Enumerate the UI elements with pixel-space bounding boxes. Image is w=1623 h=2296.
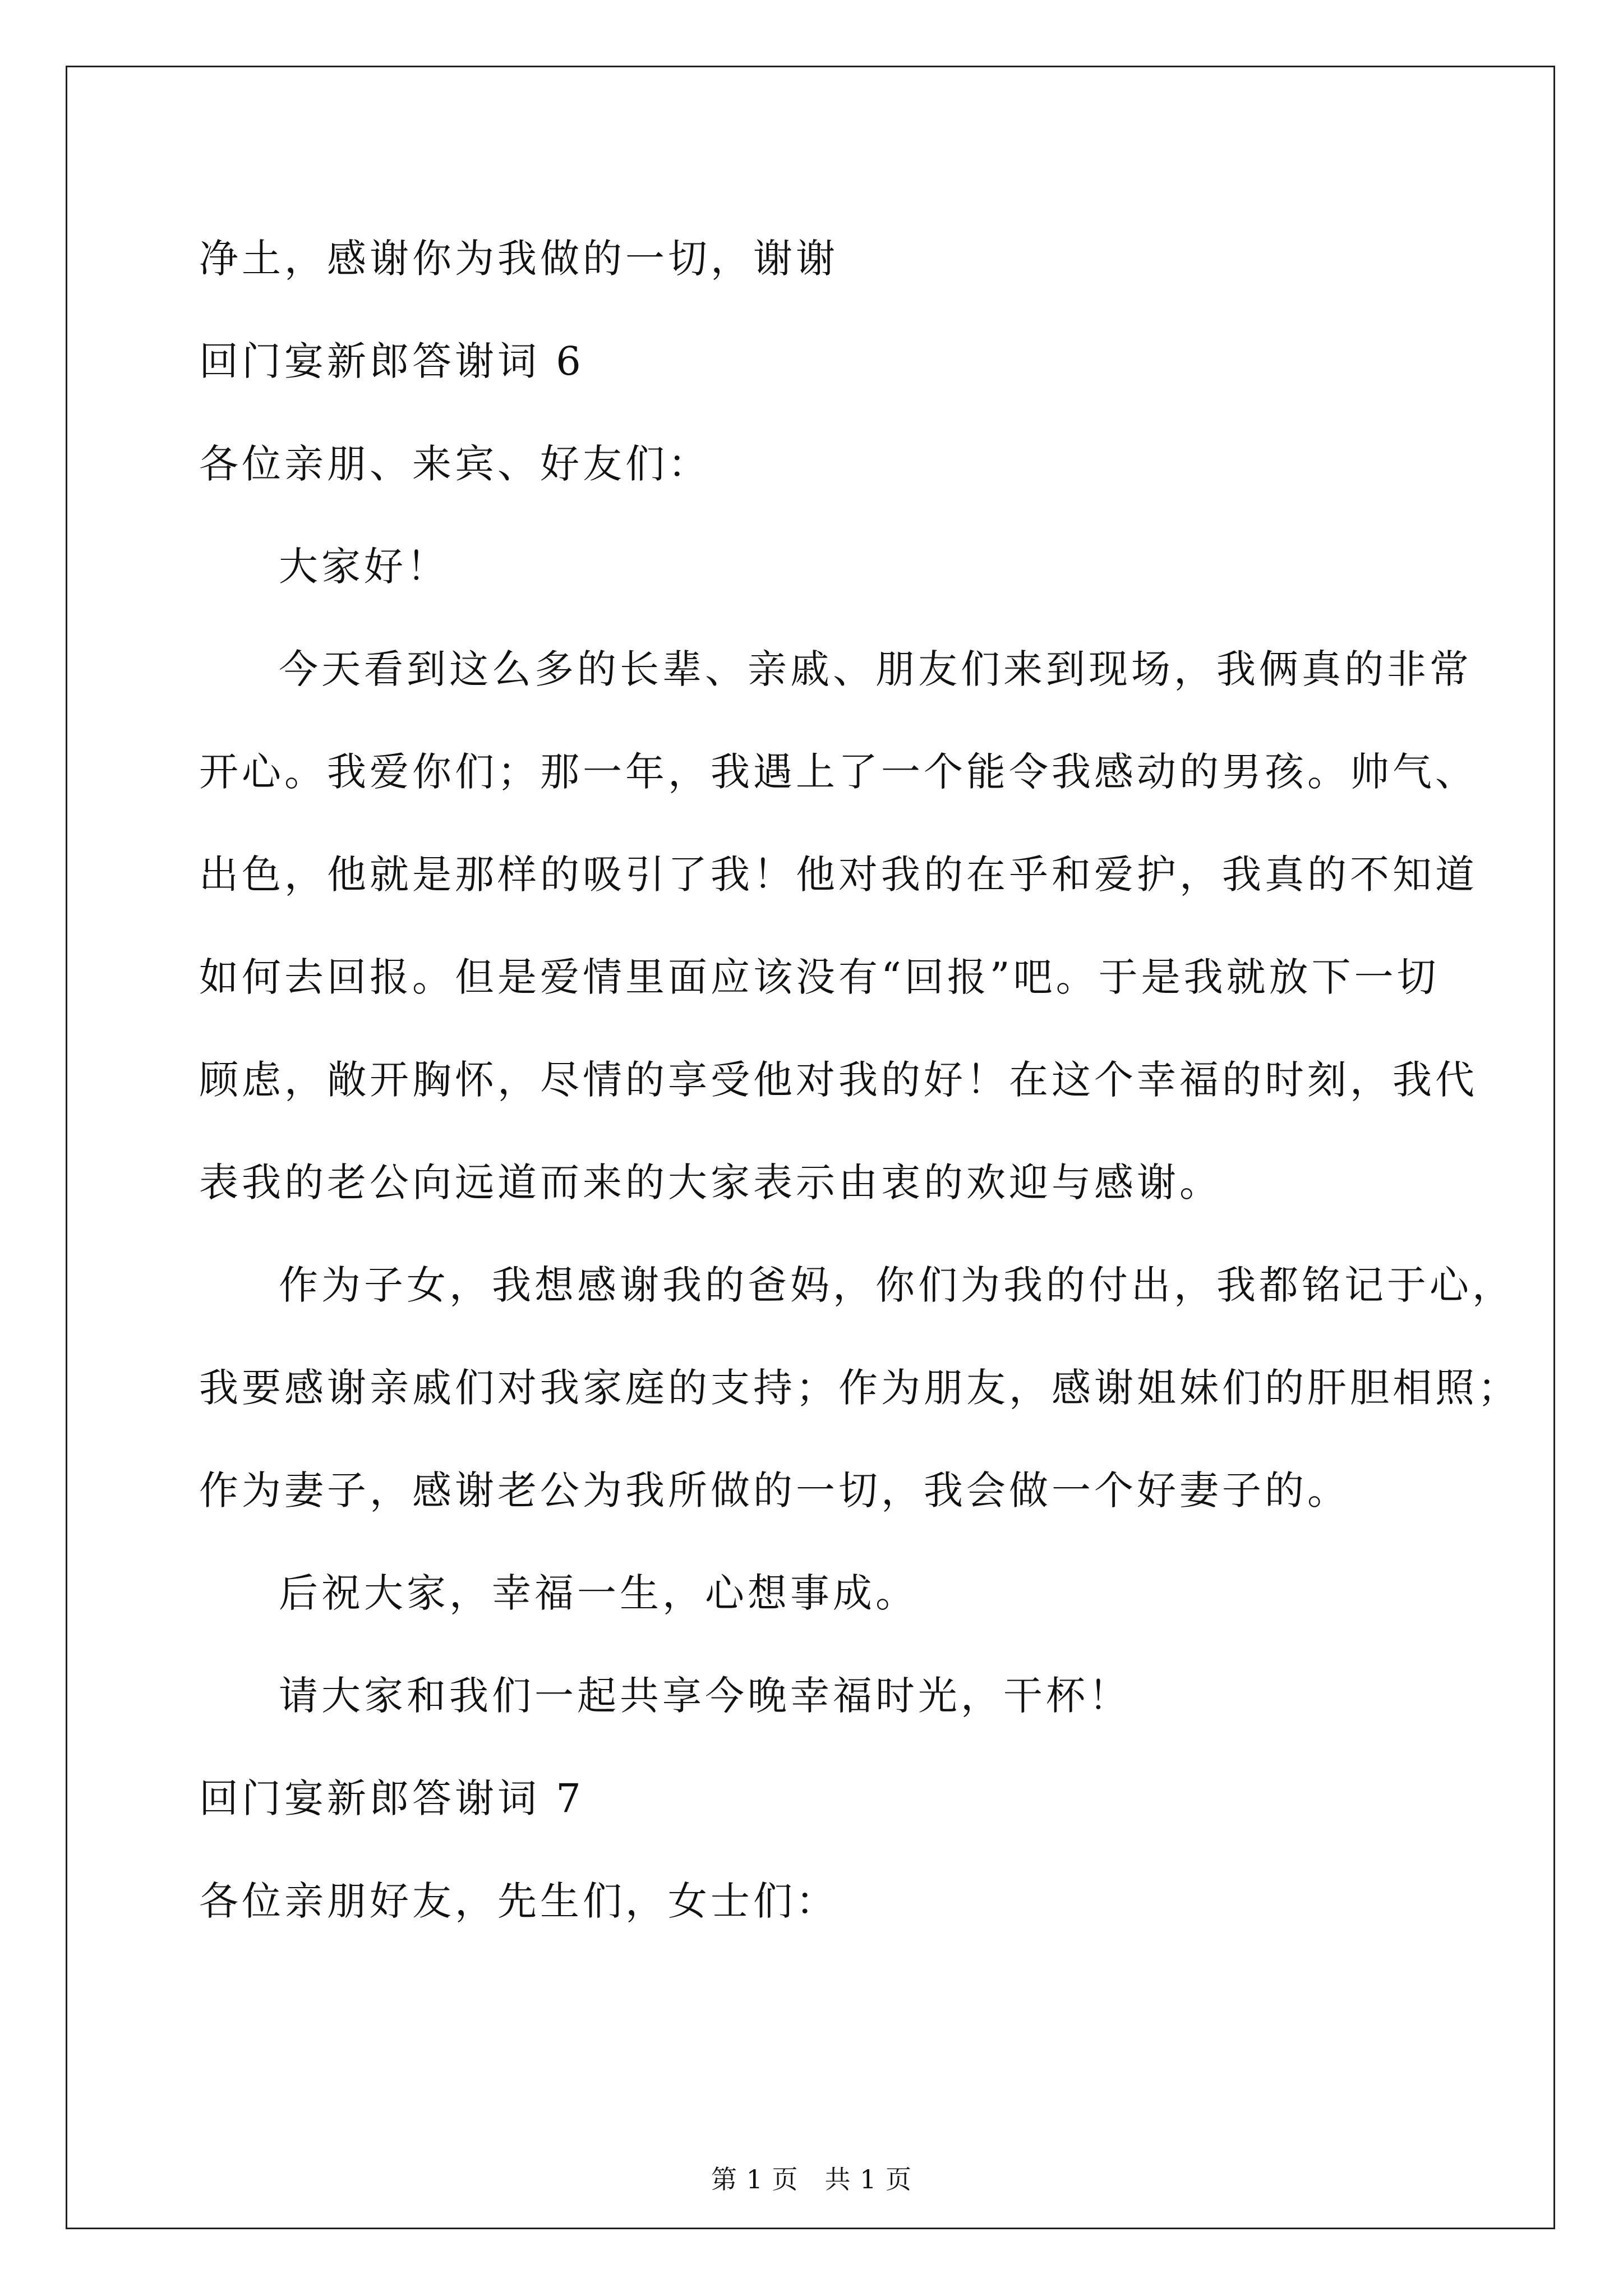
paragraph-line: 作为子女，我想感谢我的爸妈，你们为我的付出，我都铭记于心， [279, 1262, 1515, 1308]
text-line: 净土，感谢你为我做的一切，谢谢 [199, 236, 838, 282]
paragraph-line: 后祝大家，幸福一生，心想事成。 [279, 1570, 918, 1616]
paragraph-line: 请大家和我们一起共享今晚幸福时光，干杯！ [279, 1673, 1131, 1719]
paragraph-line: 作为妻子，感谢老公为我所做的一切，我会做一个好妻子的。 [199, 1467, 1350, 1513]
paragraph-line: 今天看到这么多的长辈、亲戚、朋友们来到现场，我俩真的非常 [279, 646, 1472, 692]
section-heading: 回门宴新郎答谢词 6 [199, 338, 584, 384]
paragraph-line: 表我的老公向远道而来的大家表示由衷的欢迎与感谢。 [199, 1159, 1222, 1205]
salutation: 各位亲朋好友，先生们，女士们： [199, 1878, 838, 1924]
paragraph-line: 顾虑，敞开胸怀，尽情的享受他对我的好！在这个幸福的时刻，我代 [199, 1057, 1478, 1103]
section-heading: 回门宴新郎答谢词 7 [199, 1775, 584, 1821]
page-footer: 第 1 页 共 1 页 [711, 2164, 912, 2194]
paragraph-line: 出色，他就是那样的吸引了我！他对我的在乎和爱护，我真的不知道 [199, 852, 1478, 898]
paragraph-line: 开心。我爱你们；那一年，我遇上了一个能令我感动的男孩。帅气、 [199, 749, 1478, 795]
greeting: 大家好！ [279, 544, 449, 590]
paragraph-line: 如何去回报。但是爱情里面应该没有“回报”吧。于是我就放下一切 [199, 954, 1440, 1000]
paragraph-line: 我要感谢亲戚们对我家庭的支持；作为朋友，感谢姐妹们的肝胆相照； [199, 1365, 1520, 1411]
document-body [199, 208, 1520, 1953]
salutation: 各位亲朋、来宾、好友们： [199, 441, 711, 487]
